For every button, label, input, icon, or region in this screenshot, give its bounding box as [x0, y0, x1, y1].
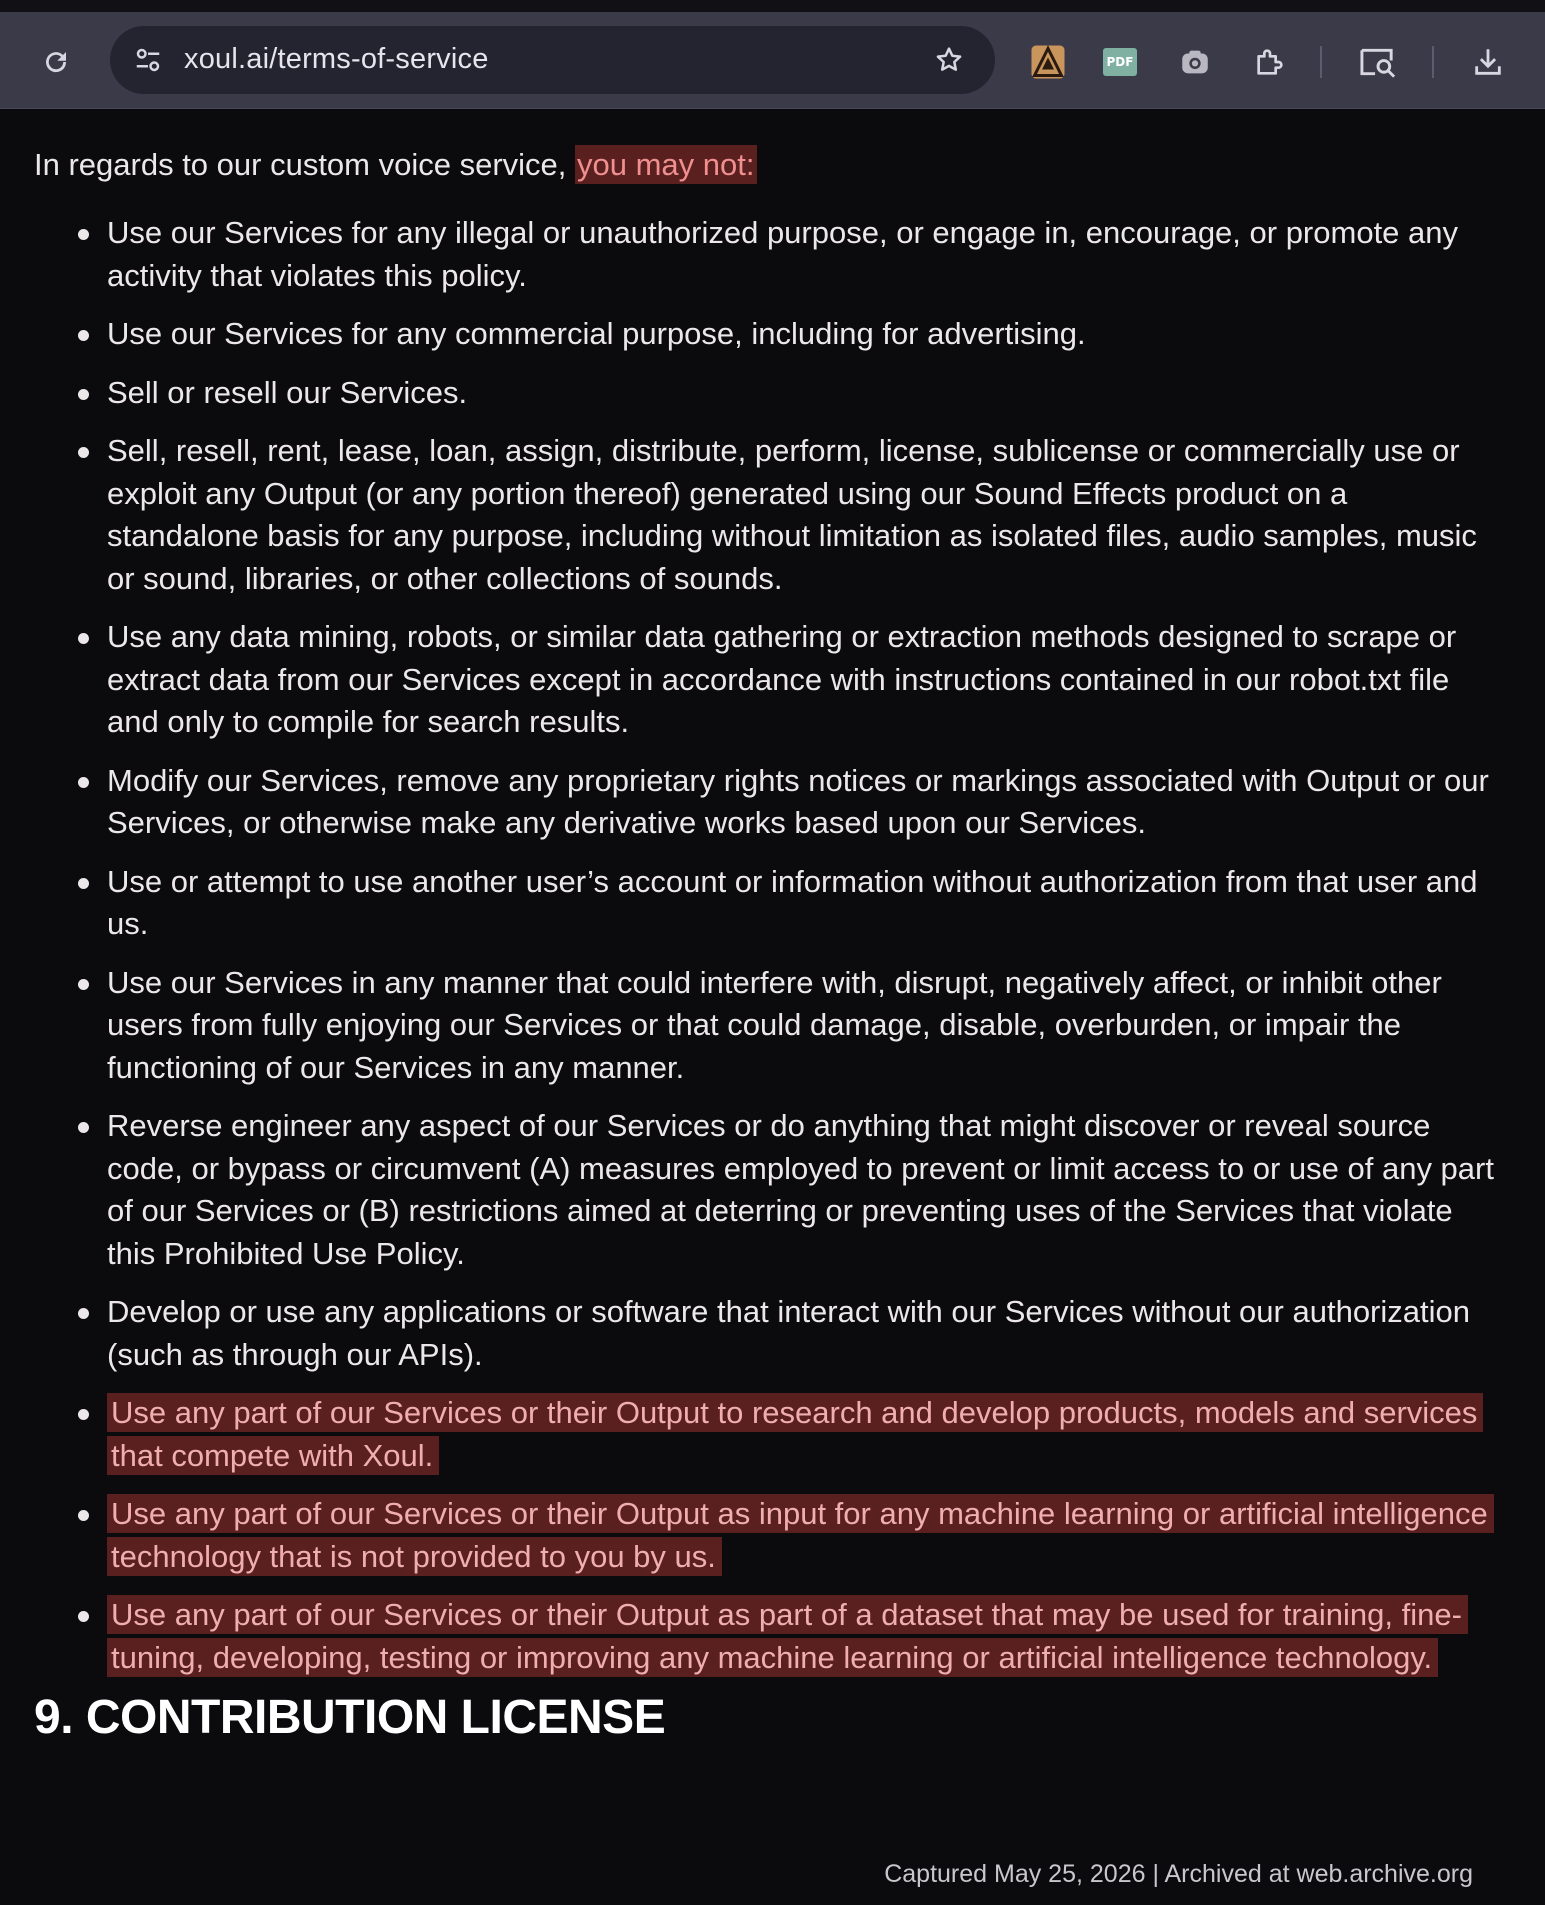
rule-text: Use our Services in any manner that could interfere with, disrupt, negatively affect, or inhibit other users from fully enjoying our Services or that could damage, disable, overburden, or impair the functioning of our Services in any manner. — [107, 964, 1442, 1085]
address-bar[interactable] — [110, 26, 995, 94]
reload-icon[interactable] — [36, 42, 76, 82]
list-item — [0, 1291, 1545, 1376]
highlighted-rule-text: Use any part of our Services or their Output to research and develop products, models and services that compete with Xoul. — [107, 1393, 1483, 1475]
bullet — [78, 1409, 89, 1420]
pdf-icon[interactable] — [1100, 42, 1140, 82]
section-heading: 9. CONTRIBUTION LICENSE — [34, 1691, 666, 1744]
triangle-logo-icon[interactable] — [1028, 42, 1068, 82]
list-item — [0, 760, 1545, 845]
star-icon[interactable] — [931, 42, 967, 78]
bullet — [78, 330, 89, 341]
archive-caption: Captured May 25, 2026 | Archived at web.archive.org — [884, 1860, 1473, 1888]
bullet — [78, 1308, 89, 1319]
bullet — [78, 777, 89, 788]
rule-text: Sell or resell our Services. — [107, 374, 468, 410]
list-item — [0, 313, 1545, 356]
highlighted-list-item — [0, 1594, 1545, 1679]
rule-text: Sell, resell, rent, lease, loan, assign, distribute, perform, license, sublicense or commercially use or exploit any Output (or any portion thereof) generated using our Sound Effects product on a standalone basis for any purpose, including without limitation as isolated files, audio samples, music or sound, libraries, or other collections of sounds. — [107, 433, 1477, 596]
list-item — [0, 372, 1545, 415]
toolbar-divider — [1432, 46, 1434, 78]
highlighted-list-item — [0, 1392, 1545, 1477]
toolbar-divider — [1320, 46, 1322, 78]
browser-toolbar — [0, 12, 1545, 109]
camera-icon[interactable] — [1175, 42, 1215, 82]
rule-text: Use our Services for any illegal or unauthorized purpose, or engage in, encourage, or promote any activity that violates this policy. — [107, 215, 1459, 293]
download-icon[interactable] — [1468, 42, 1508, 82]
prohibited-uses-list — [0, 212, 1545, 1695]
url-text[interactable]: xoul.ai/terms-of-service — [184, 43, 489, 75]
bullet — [78, 229, 89, 240]
intro-paragraph — [34, 144, 757, 186]
bullet — [78, 878, 89, 889]
bullet — [78, 633, 89, 644]
bullet — [78, 447, 89, 458]
rule-text: Develop or use any applications or software that interact with our Services without our authorization (such as through our APIs). — [107, 1294, 1470, 1372]
list-item — [0, 212, 1545, 297]
highlighted-list-item — [0, 1493, 1545, 1578]
rule-text: Modify our Services, remove any proprietary rights notices or markings associated with Output or our Services, or otherwise make any derivative works based upon our Services. — [107, 762, 1489, 840]
list-item — [0, 430, 1545, 600]
rule-text: Use or attempt to use another user’s account or information without authorization from that user and us. — [107, 863, 1478, 941]
bullet — [78, 389, 89, 400]
screen-search-icon[interactable] — [1358, 42, 1398, 82]
highlighted-rule-text: Use any part of our Services or their Output as input for any machine learning or artificial intelligence technology that is not provided to you by us. — [107, 1494, 1494, 1576]
list-item — [0, 962, 1545, 1090]
bullet — [78, 979, 89, 990]
intro-highlight: you may not: — [577, 147, 755, 182]
window-top-strip — [0, 0, 1545, 12]
highlighted-rule-text: Use any part of our Services or their Output as part of a dataset that may be used for training, fine-tuning, developing, testing or improving any machine learning or artificial intelligence technology. — [107, 1595, 1468, 1677]
rule-text: Use our Services for any commercial purpose, including for advertising. — [107, 316, 1086, 351]
bullet — [78, 1611, 89, 1622]
rule-text: Use any data mining, robots, or similar data gathering or extraction methods designed to scrape or extract data from our Services except in accordance with instructions contained in our robot.txt file and only to compile for search results. — [107, 619, 1457, 739]
intro-text: In regards to our custom voice service, — [34, 147, 576, 182]
pdf-label: PDF — [1103, 48, 1137, 76]
bullet — [78, 1122, 89, 1133]
list-item — [0, 861, 1545, 946]
tune-icon[interactable] — [130, 42, 166, 78]
bullet — [78, 1510, 89, 1521]
list-item — [0, 616, 1545, 744]
puzzle-icon[interactable] — [1250, 42, 1290, 82]
rule-text: Reverse engineer any aspect of our Services or do anything that might discover or reveal source code, or bypass or circumvent (A) measures employed to prevent or limit access to or use of any part of our Services or (B) restrictions aimed at deterring or preventing uses of the Services that violate this Prohibited Use Policy. — [107, 1108, 1494, 1271]
list-item — [0, 1105, 1545, 1275]
